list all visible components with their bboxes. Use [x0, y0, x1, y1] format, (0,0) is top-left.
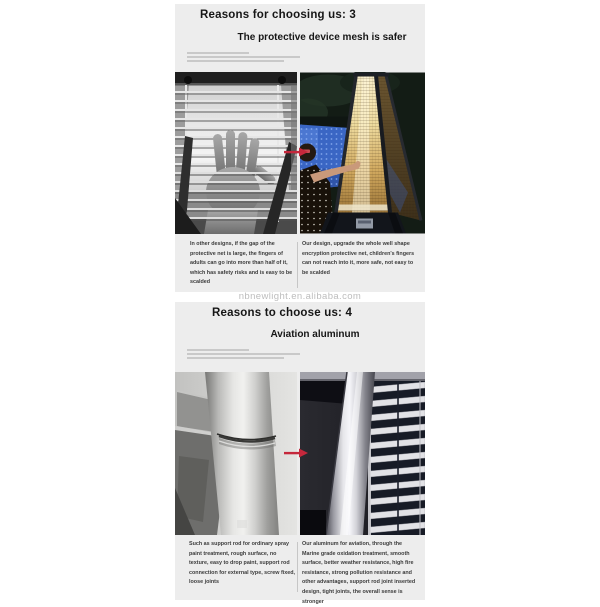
- fine-print-line: [187, 52, 249, 54]
- section-subtitle: Aviation aluminum: [270, 329, 360, 340]
- hand-through-mesh-illustration: [175, 72, 297, 234]
- fine-print-line: [187, 357, 284, 359]
- fine-print-line: [187, 56, 300, 58]
- fine-print-lines: [187, 349, 300, 361]
- red-arrow-icon: [284, 448, 308, 458]
- aviation-aluminum-illustration: [300, 372, 425, 535]
- red-arrow-icon: [284, 147, 308, 157]
- photo-ordinary-support-rod: [175, 372, 297, 535]
- fine-print-line: [187, 353, 300, 355]
- photo-fine-mesh-heater: [300, 72, 425, 234]
- caption-divider: [297, 542, 298, 592]
- section-title: Reasons for choosing us: 3: [200, 9, 357, 21]
- watermark: nbnewlight.en.alibaba.com: [238, 291, 362, 302]
- section-subtitle: The protective device mesh is safer: [237, 32, 407, 43]
- section-title: Reasons to choose us: 4: [212, 307, 353, 319]
- caption-aviation-aluminum: Our aluminum for aviation, through the Marine grade oxidation treatment, smooth surface, better weather resistance, high fire resistance, strong pollution resistance and other advantages, support rod joint inserted design, tight joints, the overall sense is stronger: [302, 541, 416, 605]
- fine-print-line: [187, 60, 284, 62]
- photo-aviation-aluminum-rod: [300, 372, 425, 535]
- caption-other-design: In other designs, if the gap of the protective net is large, the fingers of adults can go into more than half of it, which has safety risks and is easy to be scalded: [190, 241, 293, 286]
- caption-our-design: Our design, upgrade the whole well shape encryption protective net, children's fingers can not reach into it, more safe, not easy to be scalded: [302, 241, 415, 276]
- photo-hand-through-wide-mesh: [175, 72, 297, 234]
- caption-divider: [297, 242, 298, 288]
- fine-print-lines: [187, 52, 300, 64]
- fine-mesh-heater-illustration: [300, 72, 425, 234]
- window-blinds: [368, 381, 425, 535]
- ordinary-rod-illustration: [175, 372, 297, 535]
- caption-ordinary-rod: Such as support rod for ordinary spray paint treatment, rough surface, no texture, easy to drop paint, support rod connection for external type, screw fixed, loose joints: [189, 541, 296, 586]
- fine-print-line: [187, 349, 249, 351]
